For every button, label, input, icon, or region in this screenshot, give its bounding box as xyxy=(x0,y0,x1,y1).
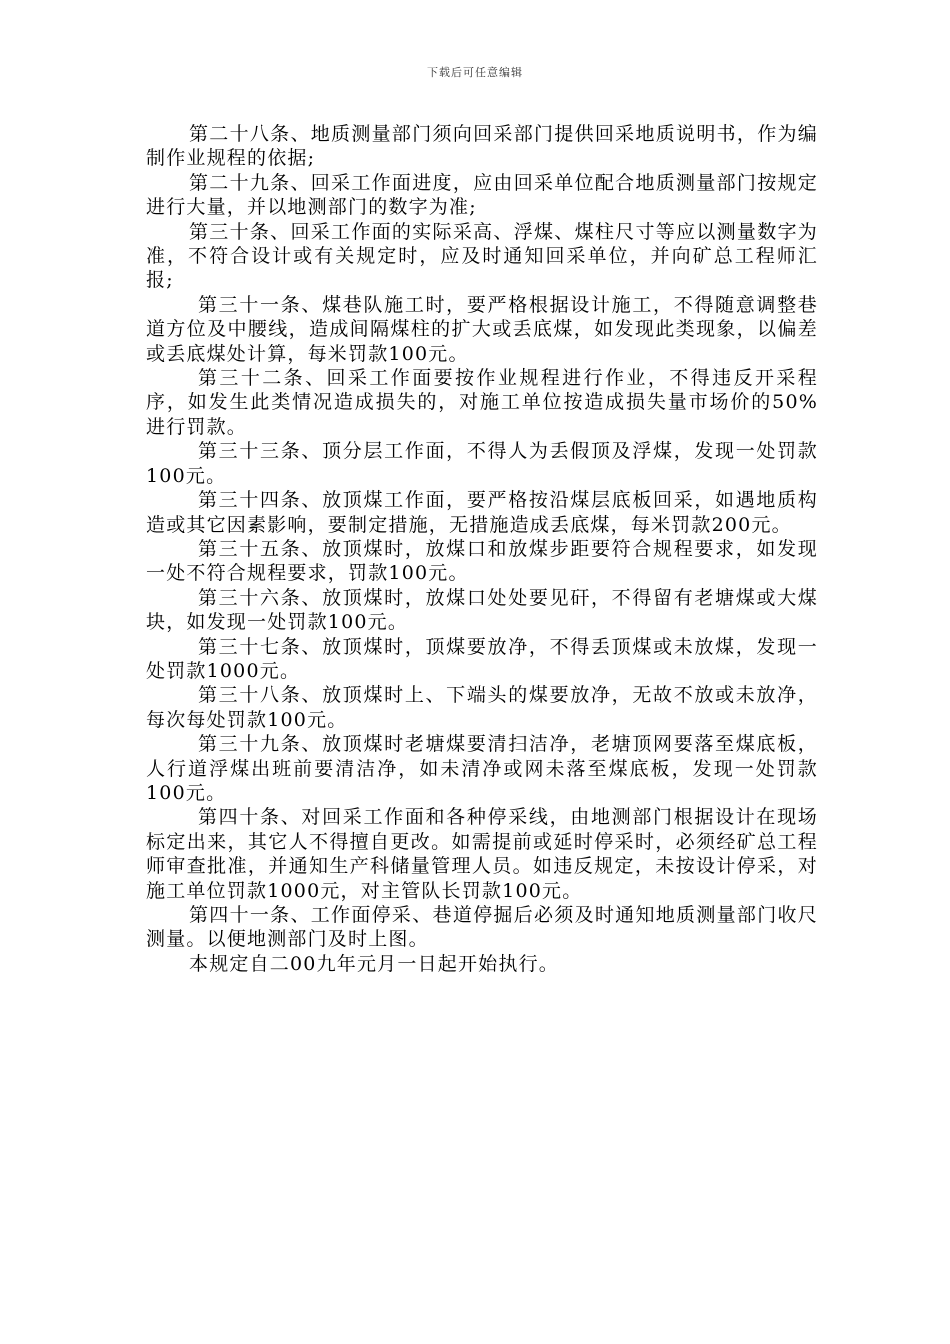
article-35: 第三十五条、放顶煤时，放煤口和放煤步距要符合规程要求，如发现一处不符合规程要求，罚款100元。 xyxy=(146,537,818,585)
document-body xyxy=(146,122,818,976)
article-36: 第三十六条、放顶煤时，放煤口处处要见矸，不得留有老塘煤或大煤块，如发现一处罚款100元。 xyxy=(146,586,818,634)
article-37: 第三十七条、放顶煤时，顶煤要放净，不得丢顶煤或未放煤，发现一处罚款1000元。 xyxy=(146,635,818,682)
article-41: 第四十一条、工作面停采、巷道停掘后必须及时通知地质测量部门收尺测量。以便地测部门及时上图。 xyxy=(146,904,818,951)
article-29: 第二十九条、回采工作面进度，应由回采单位配合地质测量部门按规定进行大量，并以地测部门的数字为准; xyxy=(146,171,818,219)
article-30: 第三十条、回采工作面的实际采高、浮煤、煤柱尺寸等应以测量数字为准，不符合设计或有关规定时，应及时通知回采单位，并向矿总工程师汇报; xyxy=(146,220,818,292)
page-header: 下载后可任意编辑 xyxy=(427,66,523,79)
article-28: 第二十八条、地质测量部门须向回采部门提供回采地质说明书，作为编制作业规程的依据; xyxy=(146,123,818,170)
article-34: 第三十四条、放顶煤工作面，要严格按沿煤层底板回采，如遇地质构造或其它因素影响，要制定措施，无措施造成丢底煤，每米罚款200元。 xyxy=(146,489,818,536)
effective-date-statement: 本规定自二00九年元月一日起开始执行。 xyxy=(189,952,559,975)
article-38: 第三十八条、放顶煤时上、下端头的煤要放净，无故不放或未放净，每次每处罚款100元。 xyxy=(146,684,818,731)
article-40: 第四十条、对回采工作面和各种停采线，由地测部门根据设计在现场标定出来，其它人不得擅自更改。如需提前或延时停采时，必须经矿总工程师审查批准，并通知生产科储量管理人员。如违反规定，未按设计停采，对施工单位罚款1000元，对主管队长罚款100元。 xyxy=(146,806,818,902)
article-32: 第三十二条、回采工作面要按作业规程进行作业，不得违反开采程序，如发生此类情况造成损失的，对施工单位按造成损失量市场价的50%进行罚款。 xyxy=(146,367,818,438)
article-33: 第三十三条、顶分层工作面，不得人为丢假顶及浮煤，发现一处罚款100元。 xyxy=(146,440,818,487)
article-39: 第三十九条、放顶煤时老塘煤要清扫洁净，老塘顶网要落至煤底板，人行道浮煤出班前要清洁净，如未清净或网未落至煤底板，发现一处罚款100元。 xyxy=(146,733,818,804)
article-31: 第三十一条、煤巷队施工时，要严格根据设计施工，不得随意调整巷道方位及中腰线，造成间隔煤柱的扩大或丢底煤，如发现此类现象，以偏差或丢底煤处计算，每米罚款100元。 xyxy=(146,293,818,365)
